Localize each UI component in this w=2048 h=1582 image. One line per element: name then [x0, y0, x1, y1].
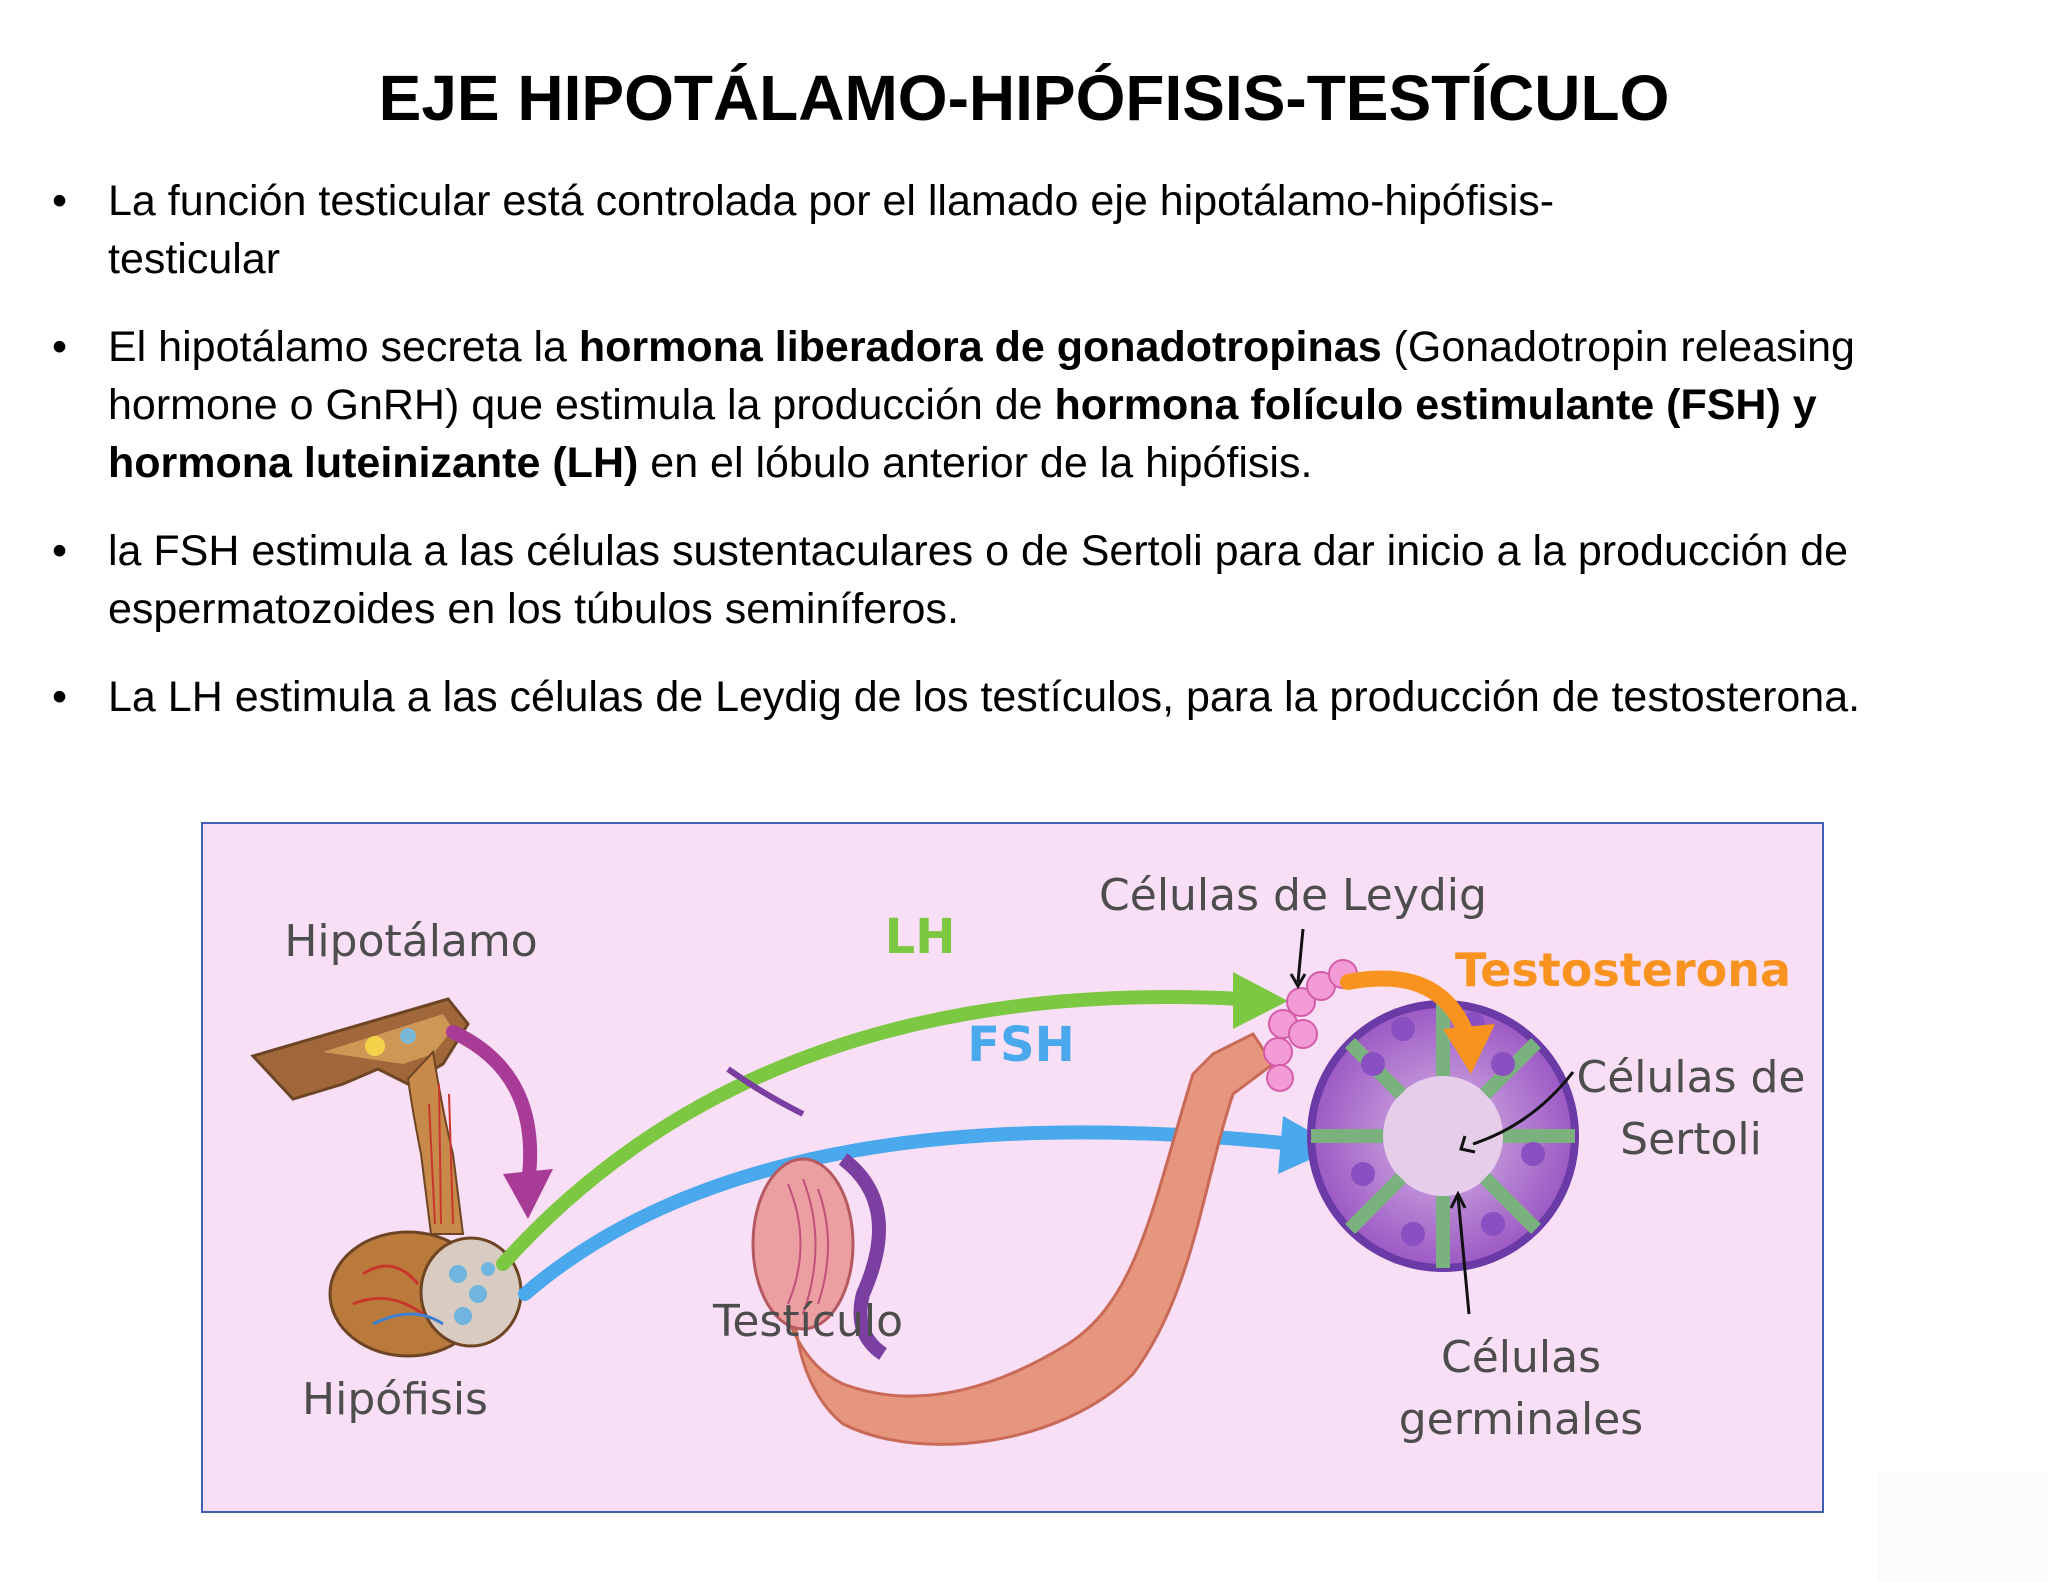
bullet-bold-text: hormona folículo estimulante (FSH) y hormona luteinizante (LH)	[108, 381, 1817, 487]
label-leydig: Células de Leydig	[1099, 870, 1487, 921]
bullet-item	[52, 172, 1992, 288]
axis-diagram	[201, 822, 1824, 1513]
slide-title: EJE HIPOTÁLAMO-HIPÓFISIS-TESTÍCULO	[378, 62, 1670, 134]
seminiferous-tubule	[1311, 1004, 1575, 1268]
bullet-list	[52, 172, 1992, 756]
label-germinal-line1: Células	[1440, 1332, 1602, 1383]
label-lh: LH	[884, 909, 956, 965]
label-germinal-line2: germinales	[1398, 1394, 1644, 1445]
bullet-text: la FSH estimula a las células sustentaculares o de Sertoli para dar inicio a la producción de espermatozoides en los túbulos seminíferos.	[108, 527, 1849, 633]
bullet-item	[52, 522, 1992, 638]
neuron-icon	[365, 1036, 385, 1056]
bullet-text: testicular	[108, 235, 281, 283]
label-testicle: Testículo	[712, 1296, 904, 1347]
bullet-dot: •	[52, 323, 68, 371]
corner-patch	[1878, 1472, 2048, 1582]
label-sertoli-line1: Células de	[1576, 1052, 1806, 1103]
bullet-text: La función testicular está controlada por el llamado eje hipotálamo-hipófisis-	[108, 177, 1555, 225]
feedback-arrow	[453, 1032, 553, 1219]
bullet-dot: •	[52, 527, 68, 575]
label-fsh: FSH	[967, 1017, 1075, 1073]
bullet-dot: •	[52, 673, 68, 721]
label-hypothalamus: Hipotálamo	[284, 916, 538, 967]
pituitary-illustration	[330, 1232, 521, 1356]
bullet-dot: •	[52, 177, 68, 225]
label-sertoli-line2: Sertoli	[1620, 1114, 1762, 1165]
bullet-item	[52, 318, 1992, 492]
bullet-item	[52, 668, 1992, 726]
bullet-text: en el lóbulo anterior de la hipófisis.	[638, 439, 1313, 487]
bullet-text: (Gonadotropin releasing hormone o GnRH) que estimula la producción de	[108, 323, 1855, 429]
label-pituitary: Hipófisis	[302, 1374, 488, 1425]
hypothalamus-illustration	[253, 999, 468, 1234]
bullet-bold-text: hormona liberadora de gonadotropinas	[578, 323, 1382, 371]
bullet-text: La LH estimula a las células de Leydig de los testículos, para la producción de testosterona.	[108, 673, 1861, 721]
label-testosterone: Testosterona	[1454, 943, 1792, 997]
testicle-illustration	[728, 1034, 1273, 1444]
diagram-canvas	[203, 824, 1822, 1511]
bullet-text: El hipotálamo secreta la	[108, 323, 579, 371]
